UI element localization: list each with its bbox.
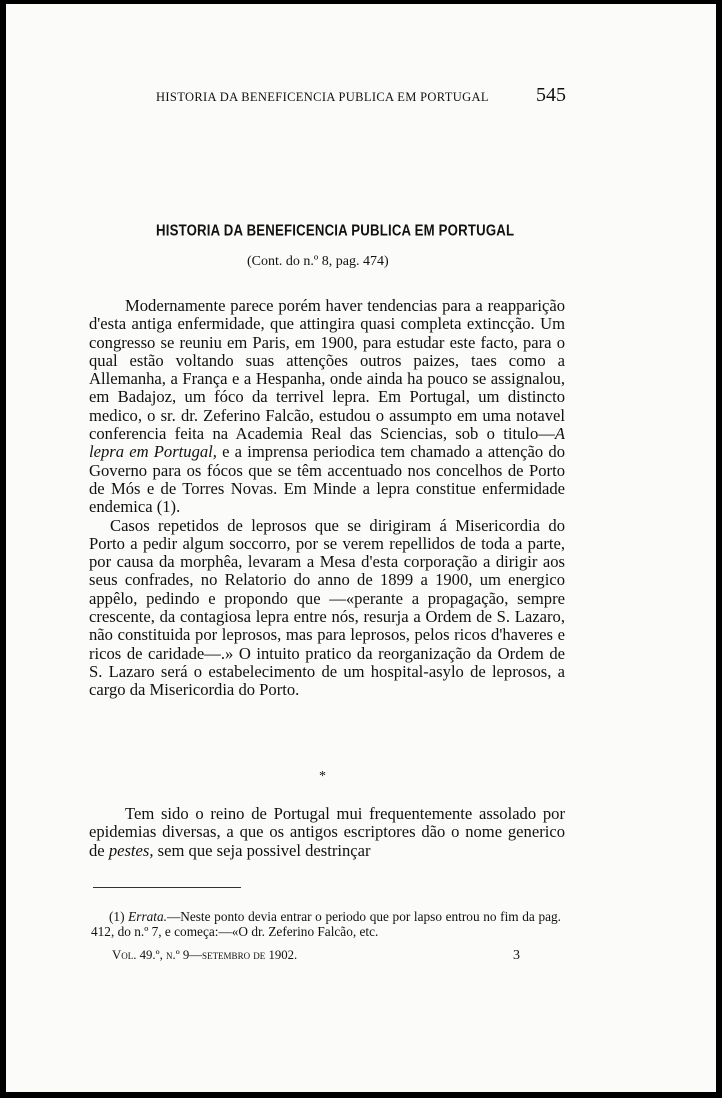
paragraph-1-text-a: Modernamente parece porém haver tendencias para a reapparição d'esta antiga enfermidade, que attingira quasi completa extincção. Um congresso se reuniu em Paris, em 1900, para estudar este facto, para o qual estão voltando suas attenções outros paizes, taes como a Allemanha, a França e a Hespanha, onde ainda ha pouco se assignalou, em Badajoz, um fóco da terrivel lepra. Em Portugal, um distincto medico, o sr. dr. Zeferino Falcão, estudou o assumpto em uma notavel conferencia feita na Academia Real das Sciencias, sob o titulo— xyxy=(89,296,565,444)
footnote-text: —Neste ponto devia entrar o periodo que por lapso entrou no fim da pag. 412, do n.º 7, e começa:—«O dr. Zeferino Falcão, etc. xyxy=(91,909,561,939)
paragraph-1-text-b: e a imprensa periodica tem chamado a attenção do Governo para os fócos que se têm accentuado nos concelhos de Porto de Mós e de Torres Novas. Em Minde a lepra constitue enfermidade endemica (1). xyxy=(89,442,565,517)
paragraph-3 xyxy=(89,805,565,860)
paragraph-3-text-a: Tem sido o reino de Portugal mui frequentemente assolado por epidemias diversas, a que os antigos escriptores dão o nome generico de xyxy=(89,804,565,860)
footnote-divider xyxy=(93,887,241,888)
sheet-number: 3 xyxy=(513,948,520,963)
paragraph-3-italic-word: pestes, xyxy=(108,840,154,860)
footnote-marker: (1) xyxy=(109,909,125,924)
section-separator: * xyxy=(319,769,326,784)
body-section-1 xyxy=(89,297,565,700)
article-subtitle: (Cont. do n.º 8, pag. 474) xyxy=(247,254,389,269)
paragraph-1 xyxy=(89,297,565,517)
paragraph-2: Casos repetidos de leprosos que se dirigiram á Misericordia do Porto a pedir algum soccorro, por se verem repellidos de toda a parte, por causa da morphêa, levaram a Mesa d'esta corporação a dirigir aos seus confrades, no Relatorio do anno de 1899 a 1900, um energico appêlo, pedindo e propondo que —«perante a propagação, sempre crescente, da contagiosa lepra entre nós, resurja a Ordem de S. Lazaro, não constituida por leprosos, mas para leprosos, pelos ricos d'haveres e ricos de caridade—.» O intuito pratico da reorganização da Ordem de S. Lazaro será o estabelecimento de um hospital-asylo de leprosos, a cargo da Misericordia do Porto. xyxy=(89,515,565,700)
volume-signature: Vol. 49.º, n.º 9—setembro de 1902. xyxy=(112,948,298,962)
book-page xyxy=(6,4,716,1092)
footnote xyxy=(91,909,561,939)
page-number: 545 xyxy=(536,84,566,106)
footnote-label: Errata. xyxy=(128,909,167,924)
body-section-2 xyxy=(89,805,565,860)
paragraph-1-italic-title: A lepra em Portugal, xyxy=(89,424,565,462)
running-title: HISTORIA DA BENEFICENCIA PUBLICA EM PORTUGAL xyxy=(156,90,489,104)
article-title: HISTORIA DA BENEFICENCIA PUBLICA EM PORTUGAL xyxy=(156,221,515,239)
paragraph-3-text-b: sem que seja possivel destrinçar xyxy=(153,840,371,860)
